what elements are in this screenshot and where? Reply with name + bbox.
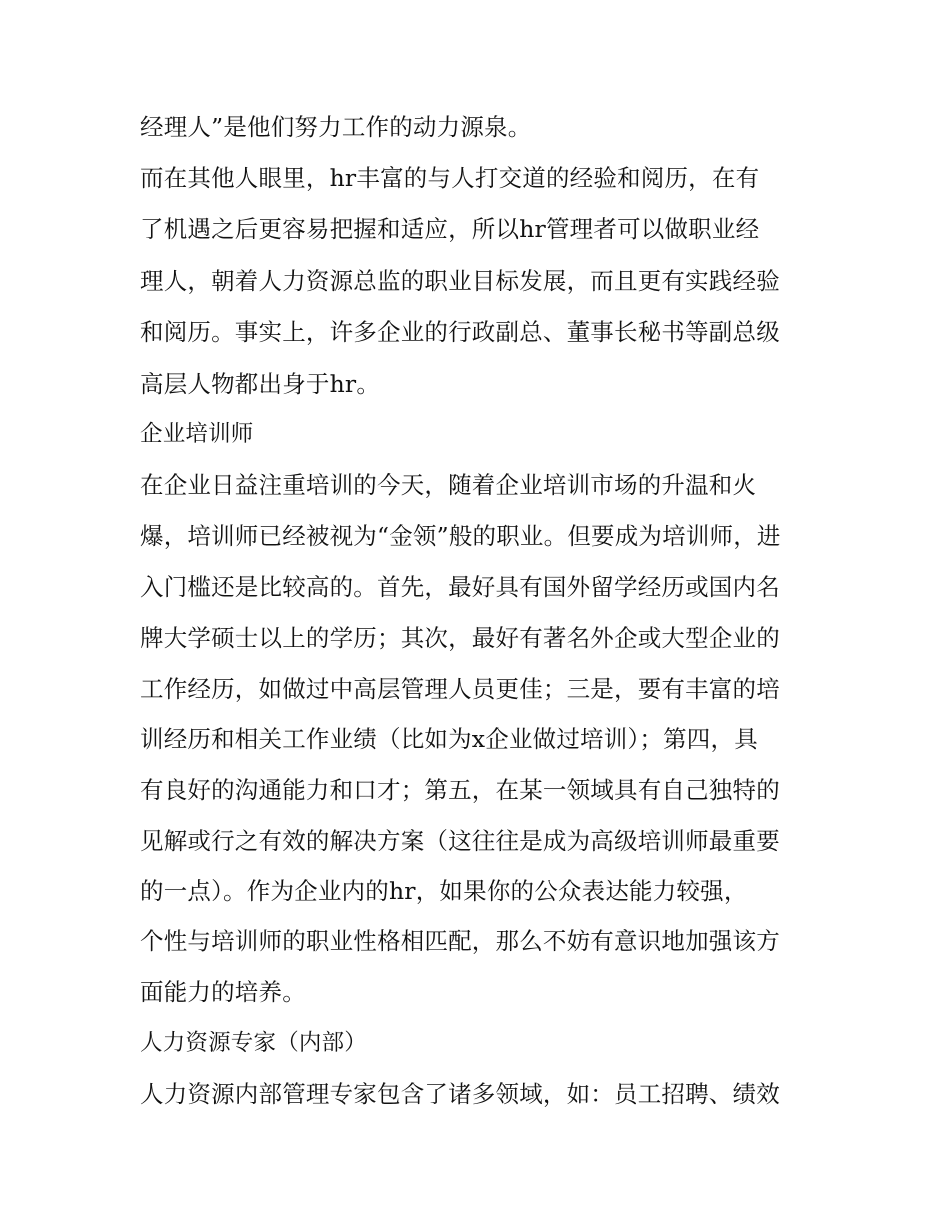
text-line: 和阅历。事实上，许多企业的行政副总、董事长秘书等副总级 bbox=[140, 318, 780, 346]
text-line: 在企业日益注重培训的今天，随着企业培训市场的升温和火 bbox=[140, 471, 757, 499]
text-line: 面能力的培养。 bbox=[140, 978, 306, 1006]
text-line: 了机遇之后更容易把握和适应，所以hr管理者可以做职业经 bbox=[140, 215, 760, 243]
text-line: 训经历和相关工作业绩（比如为x企业做过培训）；第四，具 bbox=[140, 725, 758, 753]
text-line: 的一点）。作为企业内的hr，如果你的公众表达能力较强， bbox=[140, 877, 748, 905]
text-line: 理人，朝着人力资源总监的职业目标发展，而且更有实践经验 bbox=[140, 267, 780, 295]
text-line: 工作经历，如做过中高层管理人员更佳；三是，要有丰富的培 bbox=[140, 675, 780, 703]
section-heading-trainer: 企业培训师 bbox=[140, 421, 254, 447]
text-line: 见解或行之有效的解决方案（这往往是成为高级培训师最重要 bbox=[140, 827, 780, 855]
text-line: 人力资源内部管理专家包含了诸多领域，如：员工招聘、绩效 bbox=[140, 1080, 780, 1108]
text-line: 有良好的沟通能力和口才；第五，在某一领域具有自己独特的 bbox=[140, 776, 780, 804]
text-line: 牌大学硕士以上的学历；其次，最好有著名外企或大型企业的 bbox=[140, 624, 780, 652]
text-line: 入门槛还是比较高的。首先，最好具有国外留学经历或国内名 bbox=[140, 573, 780, 601]
text-line: 个性与培训师的职业性格相匹配，那么不妨有意识地加强该方 bbox=[140, 927, 780, 955]
section-heading-hr-expert: 人力资源专家（内部） bbox=[140, 1030, 368, 1056]
text-line: 而在其他人眼里，hr丰富的与人打交道的经验和阅历，在有 bbox=[140, 164, 760, 192]
text-line: 爆，培训师已经被视为“金领”般的职业。但要成为培训师，进 bbox=[140, 522, 781, 550]
text-line: 高层人物都出身于hr。 bbox=[140, 370, 381, 398]
text-line: 经理人”是他们努力工作的动力源泉。 bbox=[140, 113, 532, 141]
